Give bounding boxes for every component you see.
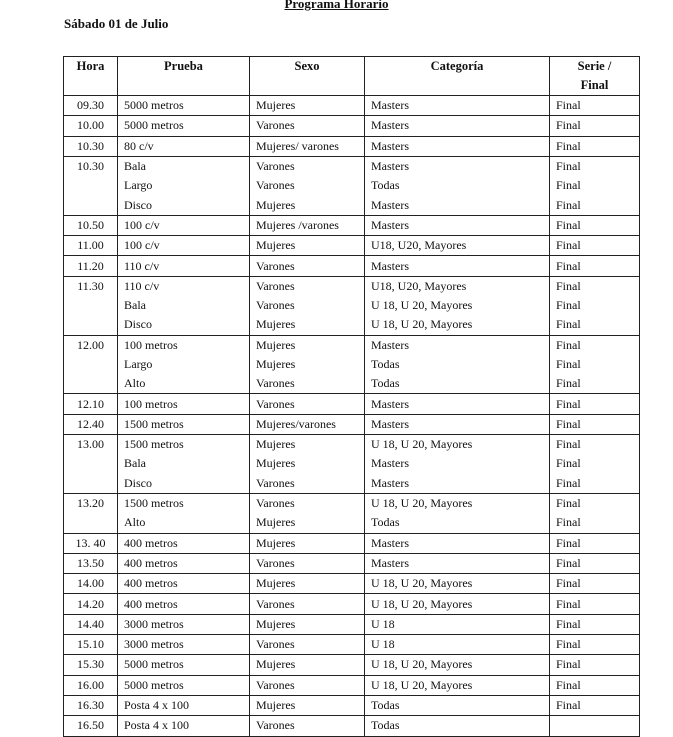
cell-categoria: Masters [365,96,550,116]
cell-hora: 13.20 [64,493,118,513]
cell-serie: Final [550,695,640,715]
cell-sexo: Varones [250,156,365,176]
cell-serie: Final [550,435,640,455]
header-serie [550,57,640,96]
cell-categoria: Masters [365,394,550,414]
cell-sexo: Mujeres [250,335,365,355]
cell-hora: 16.00 [64,675,118,695]
cell-prueba: Disco [118,315,250,335]
cell-sexo: Mujeres [250,655,365,675]
header-prueba: Prueba [118,57,250,96]
cell-sexo: Mujeres [250,614,365,634]
cell-hora [64,315,118,335]
cell-sexo: Varones [250,594,365,614]
cell-prueba: 100 c/v [118,236,250,256]
cell-serie: Final [550,454,640,473]
cell-hora: 14.20 [64,594,118,614]
cell-prueba: Largo [118,176,250,195]
cell-serie: Final [550,256,640,276]
cell-prueba: 1500 metros [118,414,250,434]
cell-categoria: Masters [365,454,550,473]
cell-serie: Final [550,414,640,434]
table-row [64,315,640,335]
cell-categoria: Todas [365,355,550,374]
cell-sexo: Varones [250,493,365,513]
cell-prueba: 5000 metros [118,116,250,136]
cell-hora: 11.00 [64,236,118,256]
cell-categoria: U 18, U 20, Mayores [365,675,550,695]
table-row [64,454,640,473]
table-row [64,374,640,394]
cell-serie: Final [550,493,640,513]
cell-sexo: Varones [250,296,365,315]
cell-sexo: Varones [250,276,365,296]
table-row [64,215,640,235]
cell-sexo: Varones [250,176,365,195]
cell-serie: Final [550,335,640,355]
cell-categoria: Todas [365,513,550,533]
table-row [64,335,640,355]
cell-hora: 09.30 [64,96,118,116]
cell-prueba: 5000 metros [118,655,250,675]
cell-sexo: Varones [250,394,365,414]
cell-sexo: Varones [250,116,365,136]
cell-sexo: Mujeres [250,355,365,374]
cell-categoria: U 18, U 20, Mayores [365,435,550,455]
cell-sexo: Mujeres [250,96,365,116]
table-row [64,533,640,553]
cell-categoria: U 18, U 20, Mayores [365,296,550,315]
cell-prueba: 3000 metros [118,614,250,634]
table-row [64,236,640,256]
cell-prueba: 110 c/v [118,276,250,296]
cell-prueba: 3000 metros [118,635,250,655]
cell-categoria: Todas [365,176,550,195]
cell-prueba: Bala [118,296,250,315]
cell-sexo: Mujeres [250,236,365,256]
cell-prueba: 400 metros [118,574,250,594]
cell-categoria: Masters [365,116,550,136]
cell-sexo: Mujeres [250,195,365,215]
cell-serie: Final [550,474,640,494]
cell-categoria: U 18, U 20, Mayores [365,574,550,594]
cell-hora: 11.20 [64,256,118,276]
table-row [64,716,640,736]
cell-hora: 10.00 [64,116,118,136]
cell-categoria: U 18 [365,614,550,634]
table-row [64,493,640,513]
header-hora: Hora [64,57,118,96]
cell-categoria: Masters [365,553,550,573]
cell-sexo: Mujeres/varones [250,414,365,434]
cell-sexo: Varones [250,474,365,494]
cell-prueba: 100 metros [118,394,250,414]
cell-categoria: Masters [365,215,550,235]
table-row [64,553,640,573]
cell-prueba: 5000 metros [118,675,250,695]
cell-serie: Final [550,394,640,414]
cell-prueba: 1500 metros [118,435,250,455]
cell-serie: Final [550,276,640,296]
table-row [64,296,640,315]
cell-serie: Final [550,215,640,235]
cell-prueba: Alto [118,513,250,533]
cell-serie: Final [550,675,640,695]
cell-hora: 13. 40 [64,533,118,553]
cell-categoria: Masters [365,414,550,434]
cell-serie: Final [550,614,640,634]
cell-prueba: 80 c/v [118,136,250,156]
cell-hora [64,474,118,494]
cell-serie: Final [550,315,640,335]
cell-sexo: Mujeres /varones [250,215,365,235]
cell-serie: Final [550,553,640,573]
cell-categoria: Masters [365,335,550,355]
cell-sexo: Varones [250,635,365,655]
table-row [64,256,640,276]
cell-prueba: 1500 metros [118,493,250,513]
cell-hora: 13.00 [64,435,118,455]
cell-serie: Final [550,176,640,195]
date-heading: Sábado 01 de Julio [64,16,169,31]
cell-categoria: Masters [365,256,550,276]
table-row [64,136,640,156]
table-row [64,176,640,195]
cell-serie: Final [550,374,640,394]
cell-categoria: Masters [365,195,550,215]
table-header-row [64,57,640,96]
cell-prueba: Disco [118,195,250,215]
cell-hora [64,176,118,195]
table-row [64,614,640,634]
cell-prueba: 400 metros [118,533,250,553]
table-row [64,355,640,374]
cell-serie: Final [550,513,640,533]
cell-serie: Final [550,533,640,553]
table-row [64,96,640,116]
table-row [64,574,640,594]
cell-hora: 12.10 [64,394,118,414]
cell-hora: 16.30 [64,695,118,715]
cell-serie: Final [550,156,640,176]
cell-prueba: 400 metros [118,594,250,614]
cell-sexo: Varones [250,256,365,276]
cell-sexo: Mujeres [250,513,365,533]
cell-hora [64,296,118,315]
cell-prueba: Disco [118,474,250,494]
table-row [64,116,640,136]
cell-categoria: U18, U20, Mayores [365,236,550,256]
cell-hora: 11.30 [64,276,118,296]
table-row [64,655,640,675]
page-title: Programa Horario [284,0,389,11]
cell-hora: 14.00 [64,574,118,594]
cell-hora: 16.50 [64,716,118,736]
cell-sexo: Mujeres [250,435,365,455]
cell-categoria: Todas [365,374,550,394]
cell-hora: 13.50 [64,553,118,573]
cell-categoria: U 18, U 20, Mayores [365,655,550,675]
cell-categoria: Masters [365,136,550,156]
cell-prueba: Bala [118,454,250,473]
header-serie-line2: Final [580,78,609,92]
cell-hora [64,513,118,533]
table-row [64,513,640,533]
cell-categoria: U 18, U 20, Mayores [365,493,550,513]
cell-prueba: 100 metros [118,335,250,355]
cell-hora: 12.00 [64,335,118,355]
cell-hora [64,374,118,394]
cell-serie: Final [550,655,640,675]
cell-prueba: Posta 4 x 100 [118,716,250,736]
cell-serie: Final [550,574,640,594]
cell-hora [64,454,118,473]
cell-serie: Final [550,96,640,116]
table-row [64,594,640,614]
table-row [64,394,640,414]
schedule-table [63,56,640,737]
table-row [64,435,640,455]
cell-categoria: Masters [365,533,550,553]
table-row [64,195,640,215]
cell-hora: 14.40 [64,614,118,634]
table-row [64,276,640,296]
cell-categoria: U18, U20, Mayores [365,276,550,296]
cell-sexo: Varones [250,675,365,695]
cell-categoria: Todas [365,695,550,715]
cell-serie: Final [550,236,640,256]
cell-categoria: U 18, U 20, Mayores [365,315,550,335]
cell-prueba: 5000 metros [118,96,250,116]
header-categoria: Categoría [365,57,550,96]
cell-hora: 12.40 [64,414,118,434]
cell-prueba: Posta 4 x 100 [118,695,250,715]
cell-serie: Final [550,594,640,614]
cell-serie: Final [550,116,640,136]
header-serie-line1: Serie / [577,59,612,73]
header-sexo: Sexo [250,57,365,96]
table-row [64,635,640,655]
cell-categoria: Masters [365,474,550,494]
table-row [64,474,640,494]
cell-categoria: U 18, U 20, Mayores [365,594,550,614]
cell-hora [64,195,118,215]
cell-sexo: Varones [250,553,365,573]
cell-hora: 10.50 [64,215,118,235]
cell-hora: 15.30 [64,655,118,675]
cell-prueba: Largo [118,355,250,374]
cell-hora: 10.30 [64,136,118,156]
cell-hora: 15.10 [64,635,118,655]
cell-categoria: Masters [365,156,550,176]
table-row [64,695,640,715]
cell-sexo: Mujeres [250,695,365,715]
table-row [64,675,640,695]
cell-hora [64,355,118,374]
cell-sexo: Mujeres [250,574,365,594]
cell-serie: Final [550,355,640,374]
cell-serie: Final [550,296,640,315]
cell-prueba: 110 c/v [118,256,250,276]
cell-sexo: Mujeres/ varones [250,136,365,156]
cell-sexo: Mujeres [250,533,365,553]
table-row [64,414,640,434]
cell-prueba: 400 metros [118,553,250,573]
cell-sexo: Mujeres [250,315,365,335]
table-row [64,156,640,176]
cell-serie [550,716,640,736]
cell-sexo: Mujeres [250,454,365,473]
cell-serie: Final [550,635,640,655]
cell-prueba: Alto [118,374,250,394]
cell-sexo: Varones [250,716,365,736]
cell-serie: Final [550,195,640,215]
cell-serie: Final [550,136,640,156]
cell-prueba: Bala [118,156,250,176]
cell-categoria: U 18 [365,635,550,655]
cell-sexo: Varones [250,374,365,394]
cell-prueba: 100 c/v [118,215,250,235]
cell-hora: 10.30 [64,156,118,176]
cell-categoria: Todas [365,716,550,736]
